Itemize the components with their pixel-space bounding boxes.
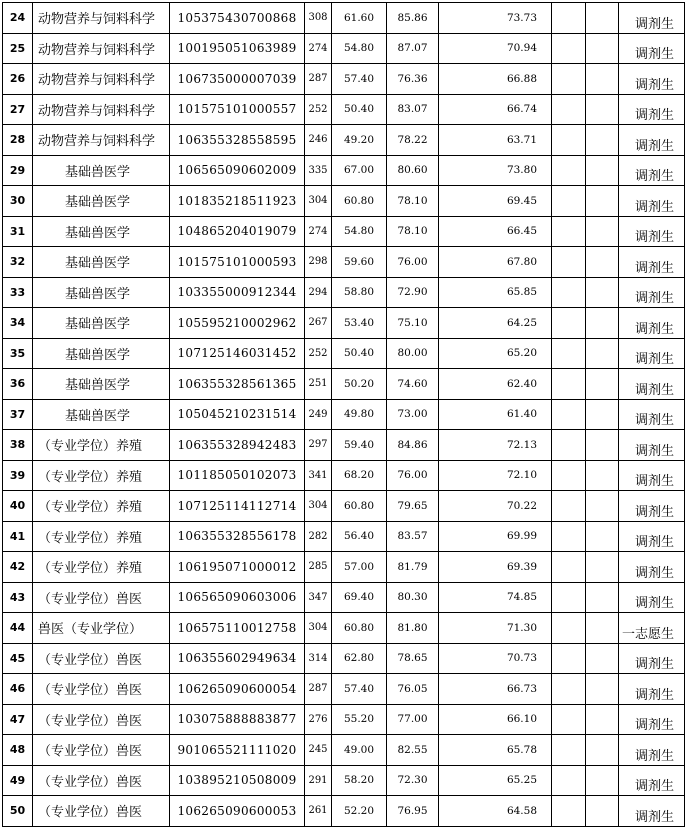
candidate-type-cell: 调剂生 [619,399,685,430]
candidate-type-cell: 调剂生 [619,125,685,156]
weighted-exam-score-cell: 68.20 [332,460,387,491]
weighted-exam-score-cell: 49.00 [332,735,387,766]
table-row [3,674,685,705]
candidate-id-cell: 106355328942483 [170,430,305,461]
blank-cell-1 [552,308,586,339]
candidate-id-cell: 100195051063989 [170,33,305,64]
final-score-cell: 65.85 [439,277,552,308]
candidate-id-cell: 106355328558595 [170,125,305,156]
rank-cell: 35 [3,338,33,369]
weighted-exam-score-cell: 59.40 [332,430,387,461]
blank-cell-2 [586,765,619,796]
final-score-cell: 65.25 [439,765,552,796]
rank-cell: 31 [3,216,33,247]
candidate-type-cell: 调剂生 [619,308,685,339]
rank-cell: 28 [3,125,33,156]
total-score-cell: 341 [305,460,332,491]
candidate-id-cell: 106355328561365 [170,369,305,400]
weighted-exam-score-cell: 69.40 [332,582,387,613]
candidate-type-cell: 调剂生 [619,674,685,705]
total-score-cell: 347 [305,582,332,613]
total-score-cell: 298 [305,247,332,278]
table-row [3,430,685,461]
major-cell: 动物营养与饲料科学 [33,64,170,95]
blank-cell-1 [552,460,586,491]
final-score-cell: 74.85 [439,582,552,613]
candidate-id-cell: 106265090600054 [170,674,305,705]
final-score-cell: 70.22 [439,491,552,522]
weighted-exam-score-cell: 60.80 [332,186,387,217]
major-cell: 基础兽医学 [33,155,170,186]
blank-cell-1 [552,33,586,64]
weighted-exam-score-cell: 61.60 [332,3,387,34]
blank-cell-1 [552,155,586,186]
candidate-id-cell: 101575101000593 [170,247,305,278]
candidate-type-cell: 调剂生 [619,247,685,278]
table-row [3,369,685,400]
table-row [3,552,685,583]
candidate-type-cell: 调剂生 [619,94,685,125]
interview-score-cell: 78.22 [387,125,439,156]
interview-score-cell: 74.60 [387,369,439,400]
candidate-type-cell: 调剂生 [619,155,685,186]
blank-cell-2 [586,491,619,522]
interview-score-cell: 76.00 [387,460,439,491]
blank-cell-1 [552,277,586,308]
candidate-id-cell: 106355602949634 [170,643,305,674]
candidate-type-cell: 调剂生 [619,491,685,522]
table-row [3,735,685,766]
interview-score-cell: 78.10 [387,186,439,217]
weighted-exam-score-cell: 57.40 [332,674,387,705]
weighted-exam-score-cell: 49.20 [332,125,387,156]
weighted-exam-score-cell: 57.40 [332,64,387,95]
candidate-id-cell: 104865204019079 [170,216,305,247]
admission-table [2,2,685,827]
interview-score-cell: 82.55 [387,735,439,766]
candidate-type-cell: 调剂生 [619,521,685,552]
blank-cell-1 [552,491,586,522]
total-score-cell: 304 [305,186,332,217]
weighted-exam-score-cell: 60.80 [332,491,387,522]
blank-cell-2 [586,582,619,613]
major-cell: 动物营养与饲料科学 [33,94,170,125]
blank-cell-1 [552,94,586,125]
total-score-cell: 251 [305,369,332,400]
total-score-cell: 274 [305,216,332,247]
rank-cell: 29 [3,155,33,186]
weighted-exam-score-cell: 52.20 [332,796,387,827]
candidate-id-cell: 105595210002962 [170,308,305,339]
rank-cell: 24 [3,3,33,34]
table-row [3,643,685,674]
table-body [3,3,685,827]
blank-cell-2 [586,216,619,247]
final-score-cell: 73.73 [439,3,552,34]
candidate-id-cell: 101575101000557 [170,94,305,125]
major-cell: 基础兽医学 [33,308,170,339]
interview-score-cell: 81.79 [387,552,439,583]
weighted-exam-score-cell: 55.20 [332,704,387,735]
table-row [3,247,685,278]
final-score-cell: 70.73 [439,643,552,674]
final-score-cell: 66.74 [439,94,552,125]
candidate-type-cell: 调剂生 [619,643,685,674]
blank-cell-1 [552,125,586,156]
major-cell: （专业学位）兽医 [33,643,170,674]
total-score-cell: 314 [305,643,332,674]
blank-cell-2 [586,674,619,705]
interview-score-cell: 72.30 [387,765,439,796]
table-row [3,582,685,613]
candidate-id-cell: 107125114112714 [170,491,305,522]
total-score-cell: 294 [305,277,332,308]
table-row [3,308,685,339]
rank-cell: 45 [3,643,33,674]
major-cell: （专业学位）养殖 [33,491,170,522]
rank-cell: 40 [3,491,33,522]
total-score-cell: 285 [305,552,332,583]
rank-cell: 26 [3,64,33,95]
table-row [3,399,685,430]
blank-cell-1 [552,582,586,613]
total-score-cell: 246 [305,125,332,156]
table-row [3,94,685,125]
interview-score-cell: 83.07 [387,94,439,125]
candidate-type-cell: 调剂生 [619,64,685,95]
total-score-cell: 287 [305,674,332,705]
rank-cell: 50 [3,796,33,827]
total-score-cell: 249 [305,399,332,430]
final-score-cell: 67.80 [439,247,552,278]
table-row [3,796,685,827]
blank-cell-1 [552,521,586,552]
candidate-type-cell: 调剂生 [619,186,685,217]
candidate-type-cell: 调剂生 [619,369,685,400]
final-score-cell: 63.71 [439,125,552,156]
weighted-exam-score-cell: 59.60 [332,247,387,278]
candidate-id-cell: 105045210231514 [170,399,305,430]
blank-cell-1 [552,369,586,400]
blank-cell-1 [552,3,586,34]
table-row [3,216,685,247]
blank-cell-2 [586,521,619,552]
interview-score-cell: 76.00 [387,247,439,278]
interview-score-cell: 72.90 [387,277,439,308]
weighted-exam-score-cell: 50.20 [332,369,387,400]
candidate-id-cell: 901065521111020 [170,735,305,766]
interview-score-cell: 81.80 [387,613,439,644]
weighted-exam-score-cell: 54.80 [332,216,387,247]
weighted-exam-score-cell: 49.80 [332,399,387,430]
candidate-type-cell: 调剂生 [619,735,685,766]
blank-cell-1 [552,674,586,705]
rank-cell: 30 [3,186,33,217]
rank-cell: 39 [3,460,33,491]
interview-score-cell: 85.86 [387,3,439,34]
total-score-cell: 304 [305,613,332,644]
final-score-cell: 64.25 [439,308,552,339]
blank-cell-2 [586,64,619,95]
candidate-id-cell: 106355328556178 [170,521,305,552]
total-score-cell: 297 [305,430,332,461]
rank-cell: 44 [3,613,33,644]
interview-score-cell: 76.95 [387,796,439,827]
major-cell: （专业学位）兽医 [33,735,170,766]
major-cell: （专业学位）养殖 [33,521,170,552]
blank-cell-2 [586,430,619,461]
interview-score-cell: 77.00 [387,704,439,735]
table-row [3,521,685,552]
candidate-type-cell: 调剂生 [619,33,685,64]
blank-cell-1 [552,704,586,735]
final-score-cell: 65.20 [439,338,552,369]
candidate-type-cell: 调剂生 [619,277,685,308]
rank-cell: 48 [3,735,33,766]
candidate-id-cell: 106565090603006 [170,582,305,613]
major-cell: 动物营养与饲料科学 [33,125,170,156]
candidate-type-cell: 调剂生 [619,552,685,583]
total-score-cell: 267 [305,308,332,339]
interview-score-cell: 76.05 [387,674,439,705]
weighted-exam-score-cell: 60.80 [332,613,387,644]
table-row [3,613,685,644]
weighted-exam-score-cell: 58.80 [332,277,387,308]
candidate-id-cell: 106195071000012 [170,552,305,583]
blank-cell-1 [552,399,586,430]
table-row [3,33,685,64]
candidate-id-cell: 105375430700868 [170,3,305,34]
major-cell: 基础兽医学 [33,369,170,400]
total-score-cell: 282 [305,521,332,552]
blank-cell-1 [552,735,586,766]
blank-cell-2 [586,247,619,278]
blank-cell-2 [586,94,619,125]
major-cell: （专业学位）兽医 [33,704,170,735]
blank-cell-2 [586,735,619,766]
interview-score-cell: 80.00 [387,338,439,369]
rank-cell: 27 [3,94,33,125]
major-cell: （专业学位）养殖 [33,460,170,491]
interview-score-cell: 84.86 [387,430,439,461]
total-score-cell: 335 [305,155,332,186]
table-row [3,155,685,186]
interview-score-cell: 79.65 [387,491,439,522]
major-cell: （专业学位）兽医 [33,582,170,613]
candidate-id-cell: 103895210508009 [170,765,305,796]
interview-score-cell: 78.65 [387,643,439,674]
blank-cell-2 [586,704,619,735]
table-row [3,125,685,156]
major-cell: 兽医（专业学位） [33,613,170,644]
candidate-type-cell: 调剂生 [619,704,685,735]
blank-cell-2 [586,399,619,430]
blank-cell-1 [552,186,586,217]
total-score-cell: 304 [305,491,332,522]
table-row [3,3,685,34]
final-score-cell: 69.99 [439,521,552,552]
candidate-type-cell: 调剂生 [619,460,685,491]
blank-cell-1 [552,430,586,461]
total-score-cell: 261 [305,796,332,827]
weighted-exam-score-cell: 50.40 [332,94,387,125]
final-score-cell: 62.40 [439,369,552,400]
rank-cell: 46 [3,674,33,705]
final-score-cell: 66.88 [439,64,552,95]
major-cell: 基础兽医学 [33,247,170,278]
total-score-cell: 252 [305,338,332,369]
candidate-id-cell: 106565090602009 [170,155,305,186]
final-score-cell: 70.94 [439,33,552,64]
major-cell: 动物营养与饲料科学 [33,3,170,34]
interview-score-cell: 83.57 [387,521,439,552]
major-cell: 基础兽医学 [33,277,170,308]
candidate-id-cell: 106735000007039 [170,64,305,95]
blank-cell-2 [586,125,619,156]
candidate-id-cell: 103075888883877 [170,704,305,735]
table-row [3,460,685,491]
final-score-cell: 69.39 [439,552,552,583]
major-cell: （专业学位）养殖 [33,430,170,461]
rank-cell: 49 [3,765,33,796]
candidate-id-cell: 106575110012758 [170,613,305,644]
rank-cell: 33 [3,277,33,308]
blank-cell-2 [586,613,619,644]
major-cell: 基础兽医学 [33,186,170,217]
blank-cell-2 [586,308,619,339]
candidate-type-cell: 调剂生 [619,765,685,796]
table-row [3,338,685,369]
candidate-id-cell: 103355000912344 [170,277,305,308]
blank-cell-2 [586,338,619,369]
table-row [3,765,685,796]
blank-cell-2 [586,3,619,34]
major-cell: 基础兽医学 [33,216,170,247]
final-score-cell: 71.30 [439,613,552,644]
weighted-exam-score-cell: 56.40 [332,521,387,552]
rank-cell: 43 [3,582,33,613]
final-score-cell: 61.40 [439,399,552,430]
major-cell: （专业学位）兽医 [33,796,170,827]
final-score-cell: 64.58 [439,796,552,827]
table-row [3,64,685,95]
blank-cell-2 [586,369,619,400]
final-score-cell: 72.10 [439,460,552,491]
final-score-cell: 66.73 [439,674,552,705]
candidate-type-cell: 调剂生 [619,216,685,247]
major-cell: （专业学位）兽医 [33,674,170,705]
final-score-cell: 66.45 [439,216,552,247]
weighted-exam-score-cell: 58.20 [332,765,387,796]
rank-cell: 41 [3,521,33,552]
final-score-cell: 69.45 [439,186,552,217]
interview-score-cell: 73.00 [387,399,439,430]
rank-cell: 32 [3,247,33,278]
blank-cell-1 [552,216,586,247]
rank-cell: 34 [3,308,33,339]
table-row [3,704,685,735]
rank-cell: 47 [3,704,33,735]
total-score-cell: 287 [305,64,332,95]
table-row [3,277,685,308]
table-row [3,491,685,522]
interview-score-cell: 80.30 [387,582,439,613]
candidate-type-cell: 调剂生 [619,796,685,827]
blank-cell-2 [586,186,619,217]
blank-cell-2 [586,33,619,64]
interview-score-cell: 78.10 [387,216,439,247]
blank-cell-2 [586,155,619,186]
major-cell: 基础兽医学 [33,399,170,430]
blank-cell-1 [552,247,586,278]
rank-cell: 38 [3,430,33,461]
blank-cell-1 [552,796,586,827]
final-score-cell: 73.80 [439,155,552,186]
interview-score-cell: 87.07 [387,33,439,64]
interview-score-cell: 76.36 [387,64,439,95]
final-score-cell: 72.13 [439,430,552,461]
rank-cell: 42 [3,552,33,583]
table-row [3,186,685,217]
blank-cell-2 [586,552,619,583]
blank-cell-2 [586,277,619,308]
blank-cell-1 [552,765,586,796]
rank-cell: 25 [3,33,33,64]
final-score-cell: 66.10 [439,704,552,735]
weighted-exam-score-cell: 67.00 [332,155,387,186]
candidate-type-cell: 调剂生 [619,338,685,369]
total-score-cell: 245 [305,735,332,766]
candidate-id-cell: 101835218511923 [170,186,305,217]
major-cell: 基础兽医学 [33,338,170,369]
total-score-cell: 291 [305,765,332,796]
total-score-cell: 252 [305,94,332,125]
blank-cell-2 [586,643,619,674]
blank-cell-2 [586,460,619,491]
candidate-id-cell: 101185050102073 [170,460,305,491]
interview-score-cell: 80.60 [387,155,439,186]
interview-score-cell: 75.10 [387,308,439,339]
weighted-exam-score-cell: 53.40 [332,308,387,339]
total-score-cell: 274 [305,33,332,64]
candidate-id-cell: 106265090600053 [170,796,305,827]
candidate-id-cell: 107125146031452 [170,338,305,369]
candidate-type-cell: 调剂生 [619,582,685,613]
weighted-exam-score-cell: 50.40 [332,338,387,369]
weighted-exam-score-cell: 54.80 [332,33,387,64]
rank-cell: 36 [3,369,33,400]
total-score-cell: 276 [305,704,332,735]
candidate-type-cell: 调剂生 [619,3,685,34]
blank-cell-1 [552,643,586,674]
candidate-type-cell: 调剂生 [619,430,685,461]
major-cell: （专业学位）养殖 [33,552,170,583]
rank-cell: 37 [3,399,33,430]
major-cell: 动物营养与饲料科学 [33,33,170,64]
blank-cell-2 [586,796,619,827]
blank-cell-1 [552,552,586,583]
major-cell: （专业学位）兽医 [33,765,170,796]
weighted-exam-score-cell: 62.80 [332,643,387,674]
blank-cell-1 [552,64,586,95]
blank-cell-1 [552,338,586,369]
final-score-cell: 65.78 [439,735,552,766]
total-score-cell: 308 [305,3,332,34]
candidate-type-cell: 一志愿生 [619,613,685,644]
weighted-exam-score-cell: 57.00 [332,552,387,583]
blank-cell-1 [552,613,586,644]
